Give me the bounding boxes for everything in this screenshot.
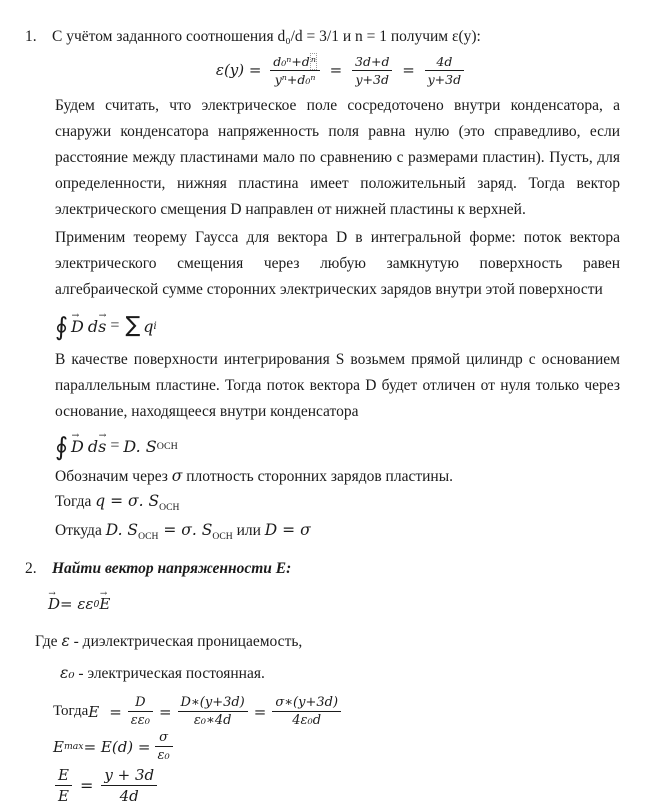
paragraph-field-assumption: Будем считать, что электрическое поле сосредоточено внутри конденсатора, а снаружи конденсатора напряженность поля равна нулю (это справедливо, если расстояние между пластинами мало по сравнению с размерами пластин). Пусть, для определенности, нижняя пластина имеет положительный заряд. Тогда вектор электрического смещения D направлен от нижней пластины к верхней. <box>55 97 620 218</box>
ratio2-numerator: y + 3d <box>104 766 155 785</box>
item1-text: С учётом заданного соотношения d₀/d = 3/1 и n = 1 получим ε(y): <box>52 28 481 45</box>
line-otkuda-equation <box>55 521 620 542</box>
charge-q: q <box>143 316 154 336</box>
q-equation: q = σ. S <box>95 492 160 510</box>
text-ili: или <box>232 522 265 540</box>
frac3-denominator: y+3d <box>425 70 465 87</box>
e-frac2-denominator: ε₀∗4d <box>178 711 248 728</box>
e-fraction-1 <box>128 695 153 728</box>
frac2-numerator: 3d+d <box>355 54 390 69</box>
epsilon-formula-fraction-1 <box>270 54 320 87</box>
sigma-s-term: = σ. S <box>158 521 213 540</box>
sigma-numerator: σ <box>159 730 169 746</box>
differential-d: d <box>87 316 99 336</box>
frac2-denominator: y+3d <box>352 70 392 87</box>
e-frac2-numerator: D∗(y+3d) <box>180 695 245 711</box>
epsilon-formula-fraction-3 <box>425 54 465 87</box>
summation-sign: ∑ <box>125 313 141 338</box>
vector-E: → E <box>99 595 110 613</box>
text-otkuda: Откуда <box>55 522 106 540</box>
vector-D: → D <box>71 317 84 336</box>
line-epsilon0-definition <box>60 664 620 683</box>
flux-rhs: D. S <box>123 436 157 456</box>
epsilon-zero-description: - электрическая постоянная. <box>74 665 265 683</box>
flux-formula <box>55 427 620 465</box>
line-q-equation <box>55 492 620 513</box>
numbered-item-2 <box>25 560 620 578</box>
e-over-e-fraction <box>55 766 72 805</box>
ratio-numerator-E: E <box>58 766 69 785</box>
vector-D: → D <box>48 595 60 613</box>
frac1-numerator: d₀ⁿ+d <box>273 54 310 69</box>
equals-sign: = <box>110 437 120 454</box>
e-frac1-numerator: D <box>135 695 146 711</box>
text-togda: Тогда <box>55 493 96 510</box>
eps0-denominator: ε₀ <box>155 746 173 763</box>
equals-sign: = <box>158 702 172 721</box>
e-field-formula <box>53 695 620 728</box>
e-ratio-formula <box>55 766 620 805</box>
e-max-formula <box>53 730 620 763</box>
item2-text: Найти вектор напряженности Е: <box>52 560 292 578</box>
line-epsilon-definition <box>35 632 620 651</box>
contour-integral-sign: ∮ <box>55 431 69 461</box>
epsilon-product: = εε <box>60 595 94 614</box>
s-osn-subscript: ОСН <box>156 440 178 452</box>
numbered-item-1 <box>25 28 620 46</box>
frac1-numerator-exponent: ⁿ <box>310 54 316 69</box>
e-fraction-2 <box>178 695 248 728</box>
text-togda: Тогда <box>53 703 89 720</box>
epsilon-formula <box>60 54 620 87</box>
contour-integral-sign: ∮ <box>55 311 69 341</box>
equals-sign: = <box>253 702 267 721</box>
y-plus-3d-fraction <box>101 766 157 805</box>
equals-sign: = <box>329 60 343 79</box>
e-frac3-numerator: σ∗(y+3d) <box>275 695 339 711</box>
frac1-denominator: yⁿ+d₀ⁿ <box>270 70 320 87</box>
d-equals-sigma: D = σ <box>264 521 311 540</box>
ratio-denominator-E: E <box>55 785 72 805</box>
text-before-sigma: Обозначим через <box>55 468 172 485</box>
paragraph-integration-surface: В качестве поверхности интегрирования S возьмем прямой цилиндр с основанием параллельным пластине. Тогда поток вектора D будет отличен от нуля только через основание, находящееся внутри конденсатора <box>55 351 620 420</box>
e-symbol: E <box>88 702 100 721</box>
e-frac1-denominator: εε₀ <box>128 711 153 728</box>
epsilon-symbol: ε <box>61 632 70 651</box>
vector-D: → D <box>71 437 84 456</box>
item2-number: 2. <box>25 560 37 578</box>
sigma-symbol: σ <box>171 467 183 485</box>
equals-sign: = <box>110 317 120 334</box>
epsilon-formula-lhs: ε(y) = <box>215 60 262 79</box>
e-max-mid: = E(d) = <box>83 737 151 756</box>
s-osn-subscript: ОСН <box>212 531 233 543</box>
differential-d: d <box>87 436 99 456</box>
s-osn-subscript: ОСН <box>138 531 159 543</box>
ratio2-denominator: 4d <box>101 785 157 805</box>
s-osn-subscript: ОСН <box>159 502 180 514</box>
epsilon-zero-symbol: ε₀ <box>60 664 75 683</box>
vector-s: → s <box>98 317 106 336</box>
vector-s: → s <box>98 437 106 456</box>
e-max-base: E <box>53 737 64 756</box>
frac3-numerator: 4d <box>436 54 453 69</box>
equals-sign: = <box>402 60 415 79</box>
e-fraction-3 <box>272 695 341 728</box>
text-after-sigma: плотность сторонних зарядов пластины. <box>182 468 453 485</box>
d-s-term: D. S <box>105 521 139 540</box>
equals-sign: = <box>79 776 94 796</box>
gauss-integral-formula <box>55 307 620 345</box>
paragraph-gauss-theorem: Применим теорему Гаусса для вектора D в интегральной форме: поток вектора электрического смещения через любую замкнутую поверхность равен алгебраической сумме сторонних электрических зарядов внутри этой поверхности <box>55 229 620 298</box>
charge-q-subscript: i <box>153 320 157 332</box>
d-e-relation-formula <box>48 590 620 618</box>
line-sigma-definition <box>55 467 620 486</box>
equals-sign: = <box>109 702 122 721</box>
item1-number: 1. <box>25 28 37 45</box>
e-frac3-denominator: 4ε₀d <box>272 711 341 728</box>
max-subscript: max <box>63 741 84 753</box>
epsilon-zero-subscript: 0 <box>93 598 100 610</box>
text-gde: Где <box>35 633 62 651</box>
epsilon-formula-fraction-2 <box>352 54 392 87</box>
sigma-over-eps0-fraction <box>155 730 173 763</box>
epsilon-description: - диэлектрическая проницаемость, <box>69 633 303 651</box>
